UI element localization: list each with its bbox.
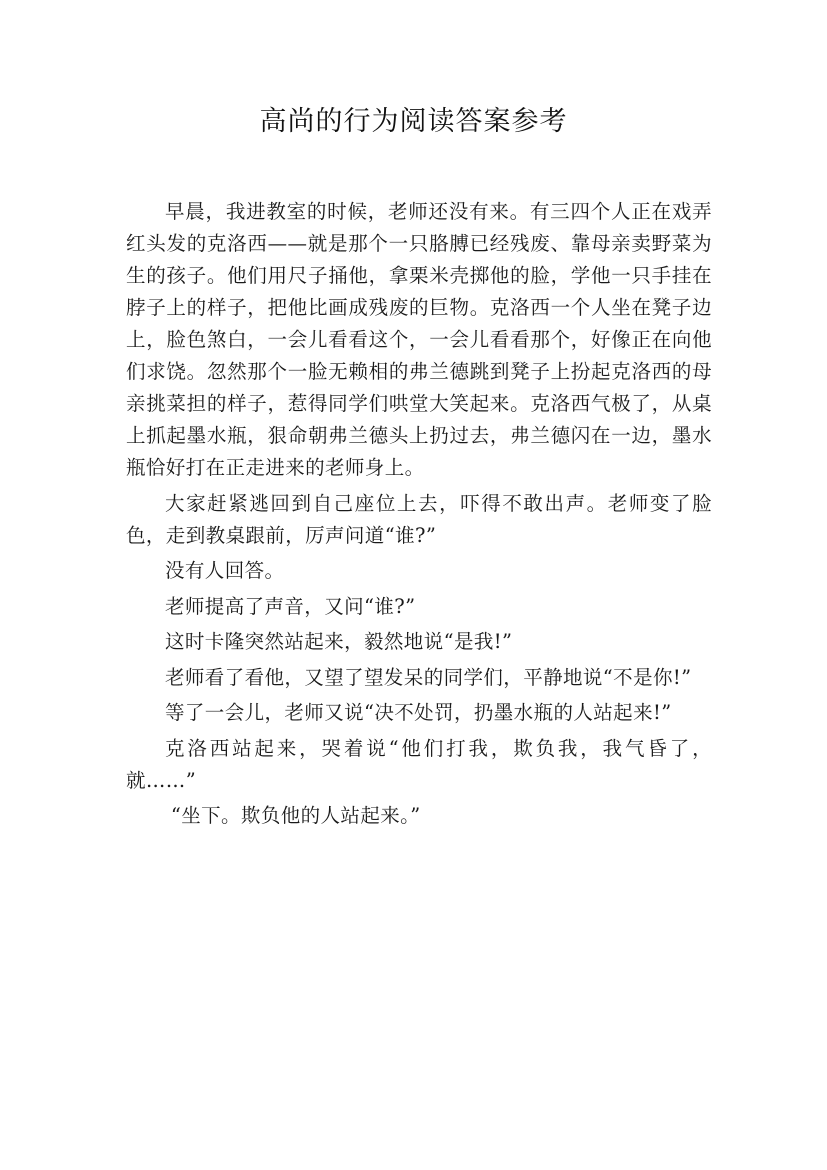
paragraph: 老师提高了声音，又问“谁?” xyxy=(165,594,416,618)
paragraph: 等了一会儿，老师又说“决不处罚，扔墨水瓶的人站起来!” xyxy=(165,701,672,724)
document-body xyxy=(126,196,712,836)
document-title: 高尚的行为阅读答案参考 xyxy=(259,106,568,137)
paragraph: 早晨，我进教室的时候，老师还没有来。有三四个人正在戏弄红头发的克洛西——就是那个一只胳膊已经残废、靠母亲卖野菜为生的孩子。他们用尺子捅他，拿栗米壳掷他的脸，学他一只手挂在脖子上的样子，把他比画成残废的巨物。克洛西一个人坐在凳子边上，脸色煞白，一会儿看看这个，一会儿看看那个，好像正在向他们求饶。忽然那个一脸无赖相的弗兰德跳到凳子上扮起克洛西的母亲挑菜担的样子，惹得同学们哄堂大笑起来。克洛西气极了，从桌上抓起墨水瓶，狠命朝弗兰德头上扔过去，弗兰德闪在一边，墨水瓶恰好打在正走进来的老师身上。 xyxy=(126,200,712,479)
paragraph: “坐下。欺负他的人站起来。” xyxy=(170,804,421,827)
paragraph: 没有人回答。 xyxy=(165,559,285,582)
paragraph: 老师看了看他，又望了望发呆的同学们，平静地说“不是你!” xyxy=(165,665,692,689)
paragraph: 大家赶紧逃回到自己座位上去，吓得不敢出声。老师变了脸色，走到教桌跟前，厉声问道“谁?” xyxy=(126,491,712,547)
paragraph: 克洛西站起来，哭着说“他们打我，欺负我，我气昏了，就……” xyxy=(126,736,712,792)
paragraph: 这时卡隆突然站起来，毅然地说“是我!” xyxy=(165,630,513,653)
